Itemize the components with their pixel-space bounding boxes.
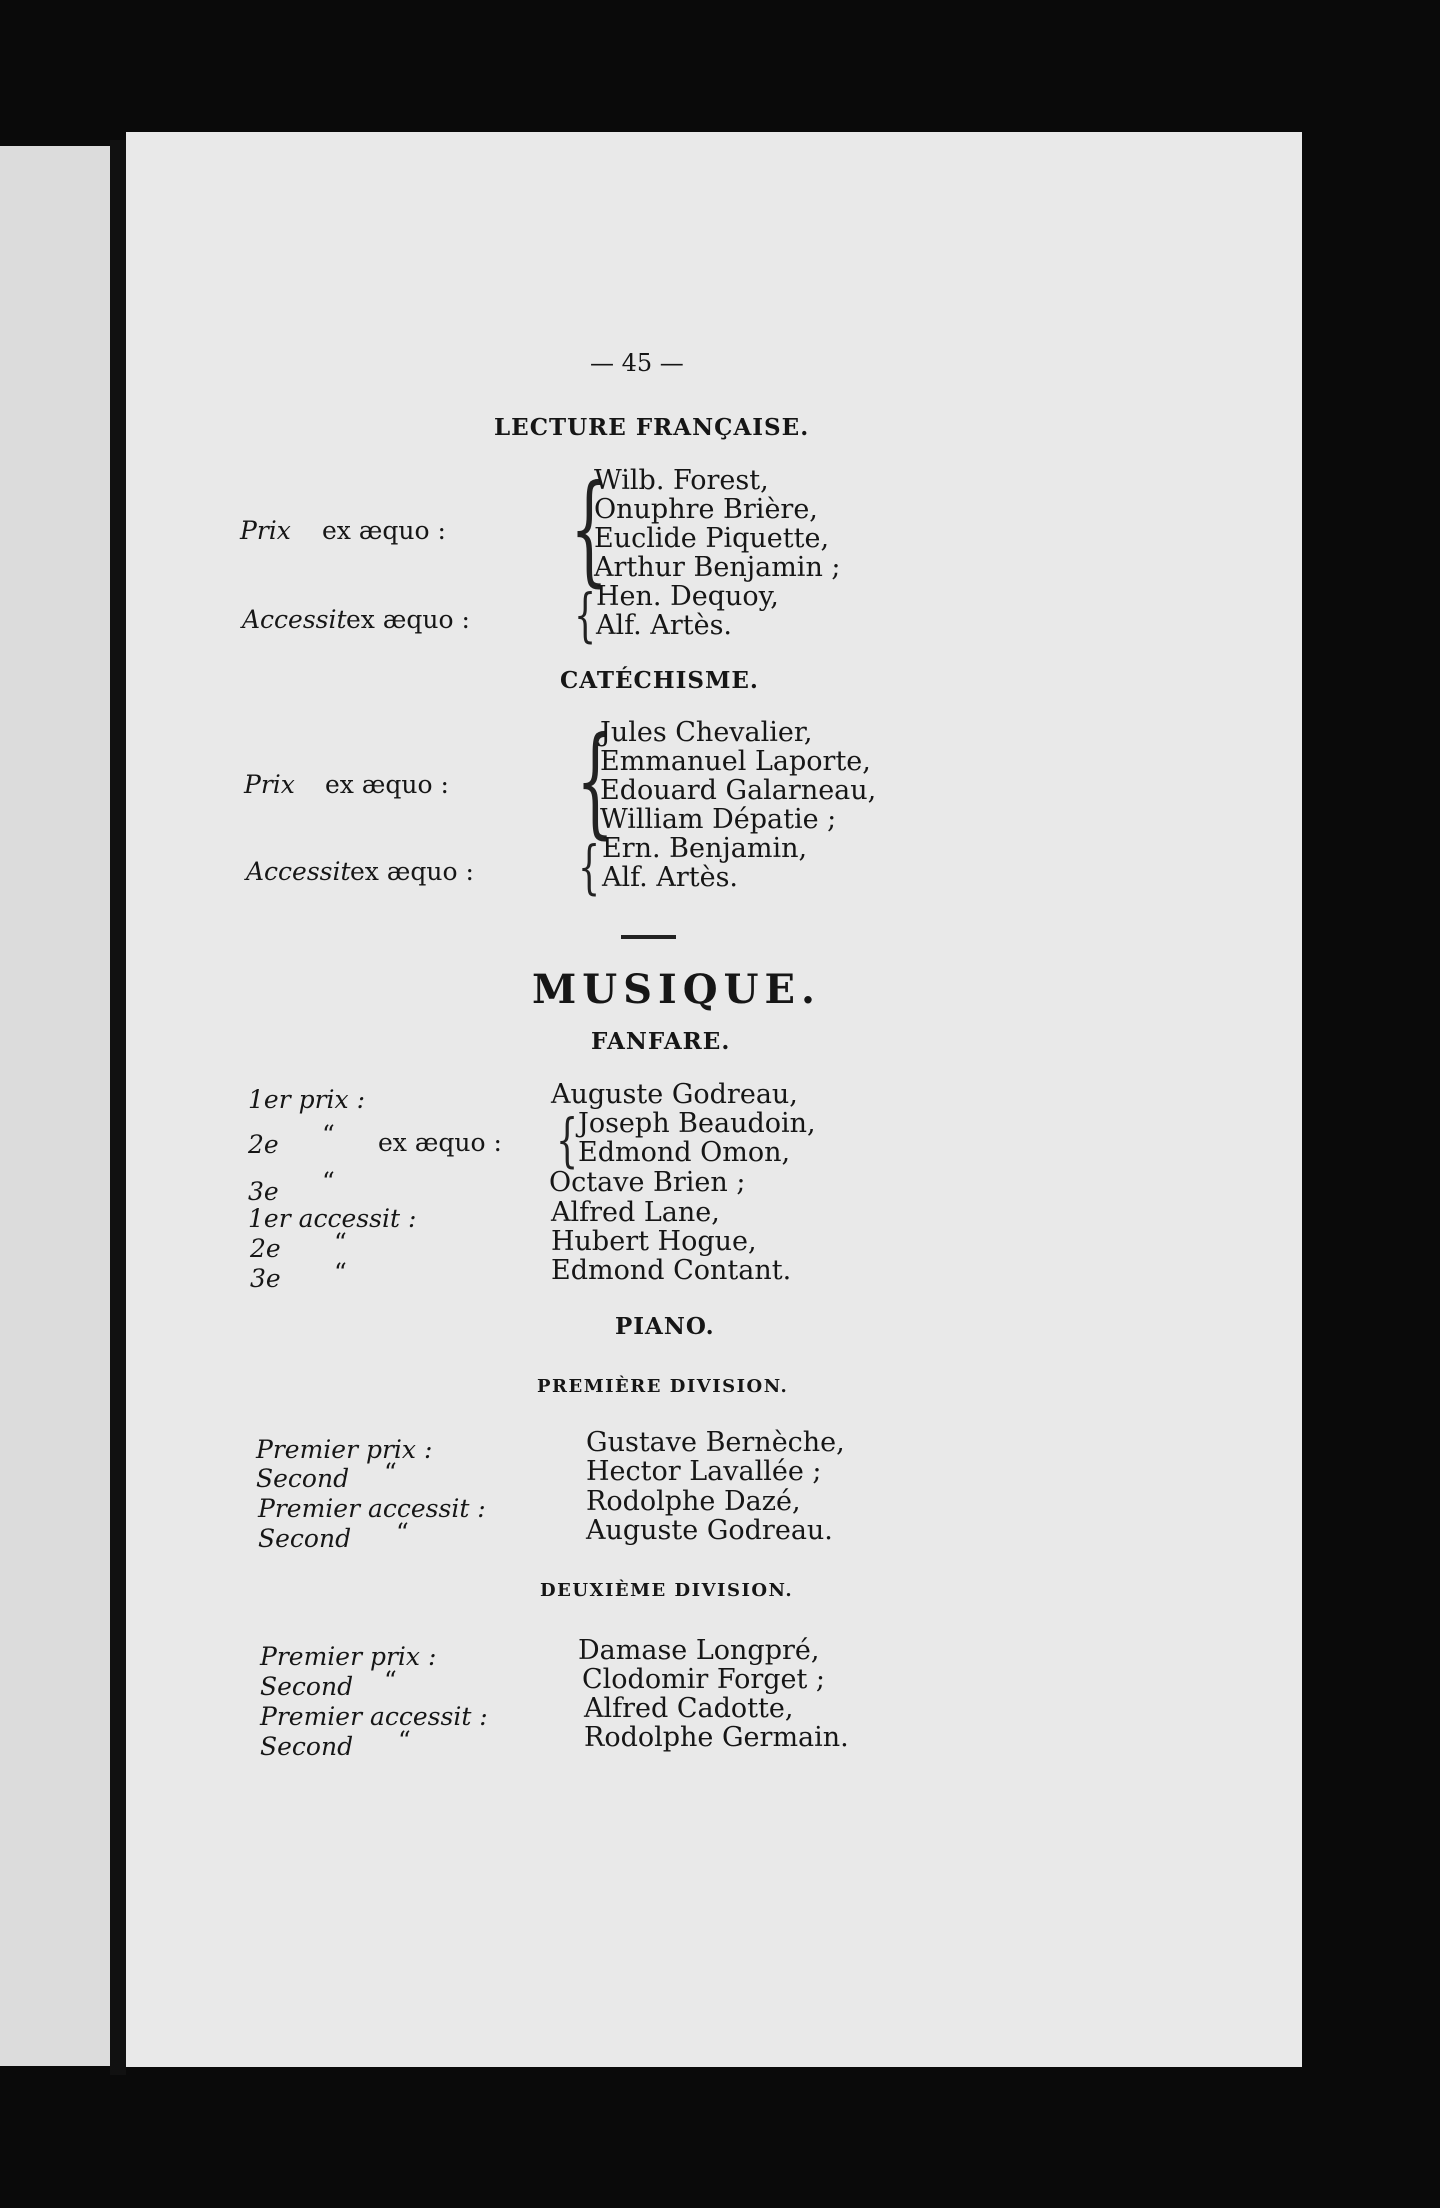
page-number: — 45 — — [590, 349, 684, 377]
div1-name-4: Auguste Godreau. — [586, 1515, 833, 1546]
div2-heading: DEUXIÈME DIVISION. — [540, 1580, 794, 1601]
lecture-prix-name-1: Wilb. Forest, — [594, 465, 769, 496]
fanfare-name-2: Joseph Beaudoin, — [578, 1108, 816, 1139]
div1-heading: PREMIÈRE DIVISION. — [537, 1376, 789, 1397]
lecture-prix-suffix: ex æquo : — [322, 516, 446, 545]
div1-name-1: Gustave Bernèche, — [586, 1427, 845, 1458]
div2-name-2: Clodomir Forget ; — [582, 1664, 826, 1695]
catechisme-accessit-brace: { — [578, 833, 601, 901]
lecture-prix-name-4: Arthur Benjamin ; — [594, 552, 841, 583]
catechisme-accessit-label: Accessit — [246, 857, 351, 886]
lecture-prix-brace: { — [570, 460, 609, 599]
div2-name-1: Damase Longpré, — [578, 1635, 820, 1666]
lecture-accessit-suffix: ex æquo : — [346, 605, 470, 634]
fanfare-name-5: Alfred Lane, — [551, 1197, 720, 1228]
catechisme-prix-brace: { — [576, 712, 615, 851]
div2-label-2: Second — [260, 1672, 354, 1701]
lecture-prix-label: Prix — [240, 516, 291, 545]
lecture-accessit-label: Accessit — [242, 605, 347, 634]
fanfare-label-2: 2e — [248, 1130, 279, 1159]
catechisme-prix-label: Prix — [244, 770, 295, 799]
div1-label-2: Second — [256, 1464, 350, 1493]
fanfare-label-4: 1er accessit : — [248, 1204, 417, 1233]
div2-label-1: Premier prix : — [260, 1642, 437, 1671]
div2-label-4: Second — [260, 1732, 354, 1761]
fanfare-ex-aequo: ex æquo : — [378, 1128, 502, 1157]
book-spine — [110, 140, 126, 2075]
fanfare-ditto-3: “ — [322, 1167, 335, 1196]
lecture-accessit-name-1: Hen. Dequoy, — [596, 581, 779, 612]
fanfare-label-5: 2e — [250, 1234, 281, 1263]
div1-ditto-2: “ — [384, 1458, 397, 1487]
fanfare-label-3: 3e — [248, 1177, 279, 1206]
fanfare-heading: FANFARE. — [591, 1028, 731, 1055]
fanfare-ditto-2: “ — [322, 1120, 335, 1149]
div1-name-2: Hector Lavallée ; — [586, 1456, 822, 1487]
lecture-accessit-name-2: Alf. Artès. — [596, 610, 733, 641]
div1-label-4: Second — [258, 1524, 352, 1553]
catechisme-prix-suffix: ex æquo : — [325, 770, 449, 799]
div1-label-1: Premier prix : — [256, 1435, 433, 1464]
div1-label-3: Premier accessit : — [258, 1494, 486, 1523]
lecture-prix-name-3: Euclide Piquette, — [594, 523, 830, 554]
fanfare-label-1: 1er prix : — [248, 1085, 366, 1114]
catechisme-accessit-name-1: Ern. Benjamin, — [602, 833, 808, 864]
lecture-heading: LECTURE FRANÇAISE. — [494, 414, 810, 441]
lecture-accessit-brace: { — [574, 581, 597, 649]
catechisme-prix-name-4: William Dépatie ; — [600, 804, 837, 835]
catechisme-heading: CATÉCHISME. — [560, 667, 759, 694]
catechisme-accessit-suffix: ex æquo : — [350, 857, 474, 886]
div2-name-3: Alfred Cadotte, — [584, 1693, 794, 1724]
musique-title: MUSIQUE. — [532, 966, 821, 1013]
div1-name-3: Rodolphe Dazé, — [586, 1486, 801, 1517]
div2-ditto-4: “ — [398, 1726, 411, 1755]
div2-ditto-2: “ — [384, 1666, 397, 1695]
facing-page-edge — [0, 146, 110, 2066]
fanfare-name-7: Edmond Contant. — [551, 1255, 792, 1286]
div2-name-4: Rodolphe Germain. — [584, 1722, 849, 1753]
fanfare-name-3: Edmond Omon, — [578, 1137, 791, 1168]
fanfare-ditto-5: “ — [334, 1228, 347, 1257]
fanfare-label-6: 3e — [250, 1264, 281, 1293]
fanfare-name-6: Hubert Hogue, — [551, 1226, 757, 1257]
div2-label-3: Premier accessit : — [260, 1702, 488, 1731]
fanfare-name-4: Octave Brien ; — [549, 1167, 746, 1198]
lecture-prix-name-2: Onuphre Brière, — [594, 494, 818, 525]
catechisme-accessit-name-2: Alf. Artès. — [602, 862, 739, 893]
fanfare-name-1: Auguste Godreau, — [551, 1079, 798, 1110]
section-divider — [621, 935, 676, 939]
piano-heading: PIANO. — [615, 1313, 715, 1340]
fanfare-ditto-6: “ — [334, 1258, 347, 1287]
catechisme-prix-name-1: Jules Chevalier, — [600, 717, 813, 748]
catechisme-prix-name-2: Emmanuel Laporte, — [600, 746, 871, 777]
div1-ditto-4: “ — [396, 1518, 409, 1547]
catechisme-prix-name-3: Edouard Galarneau, — [600, 775, 877, 806]
fanfare-brace: { — [556, 1106, 579, 1174]
